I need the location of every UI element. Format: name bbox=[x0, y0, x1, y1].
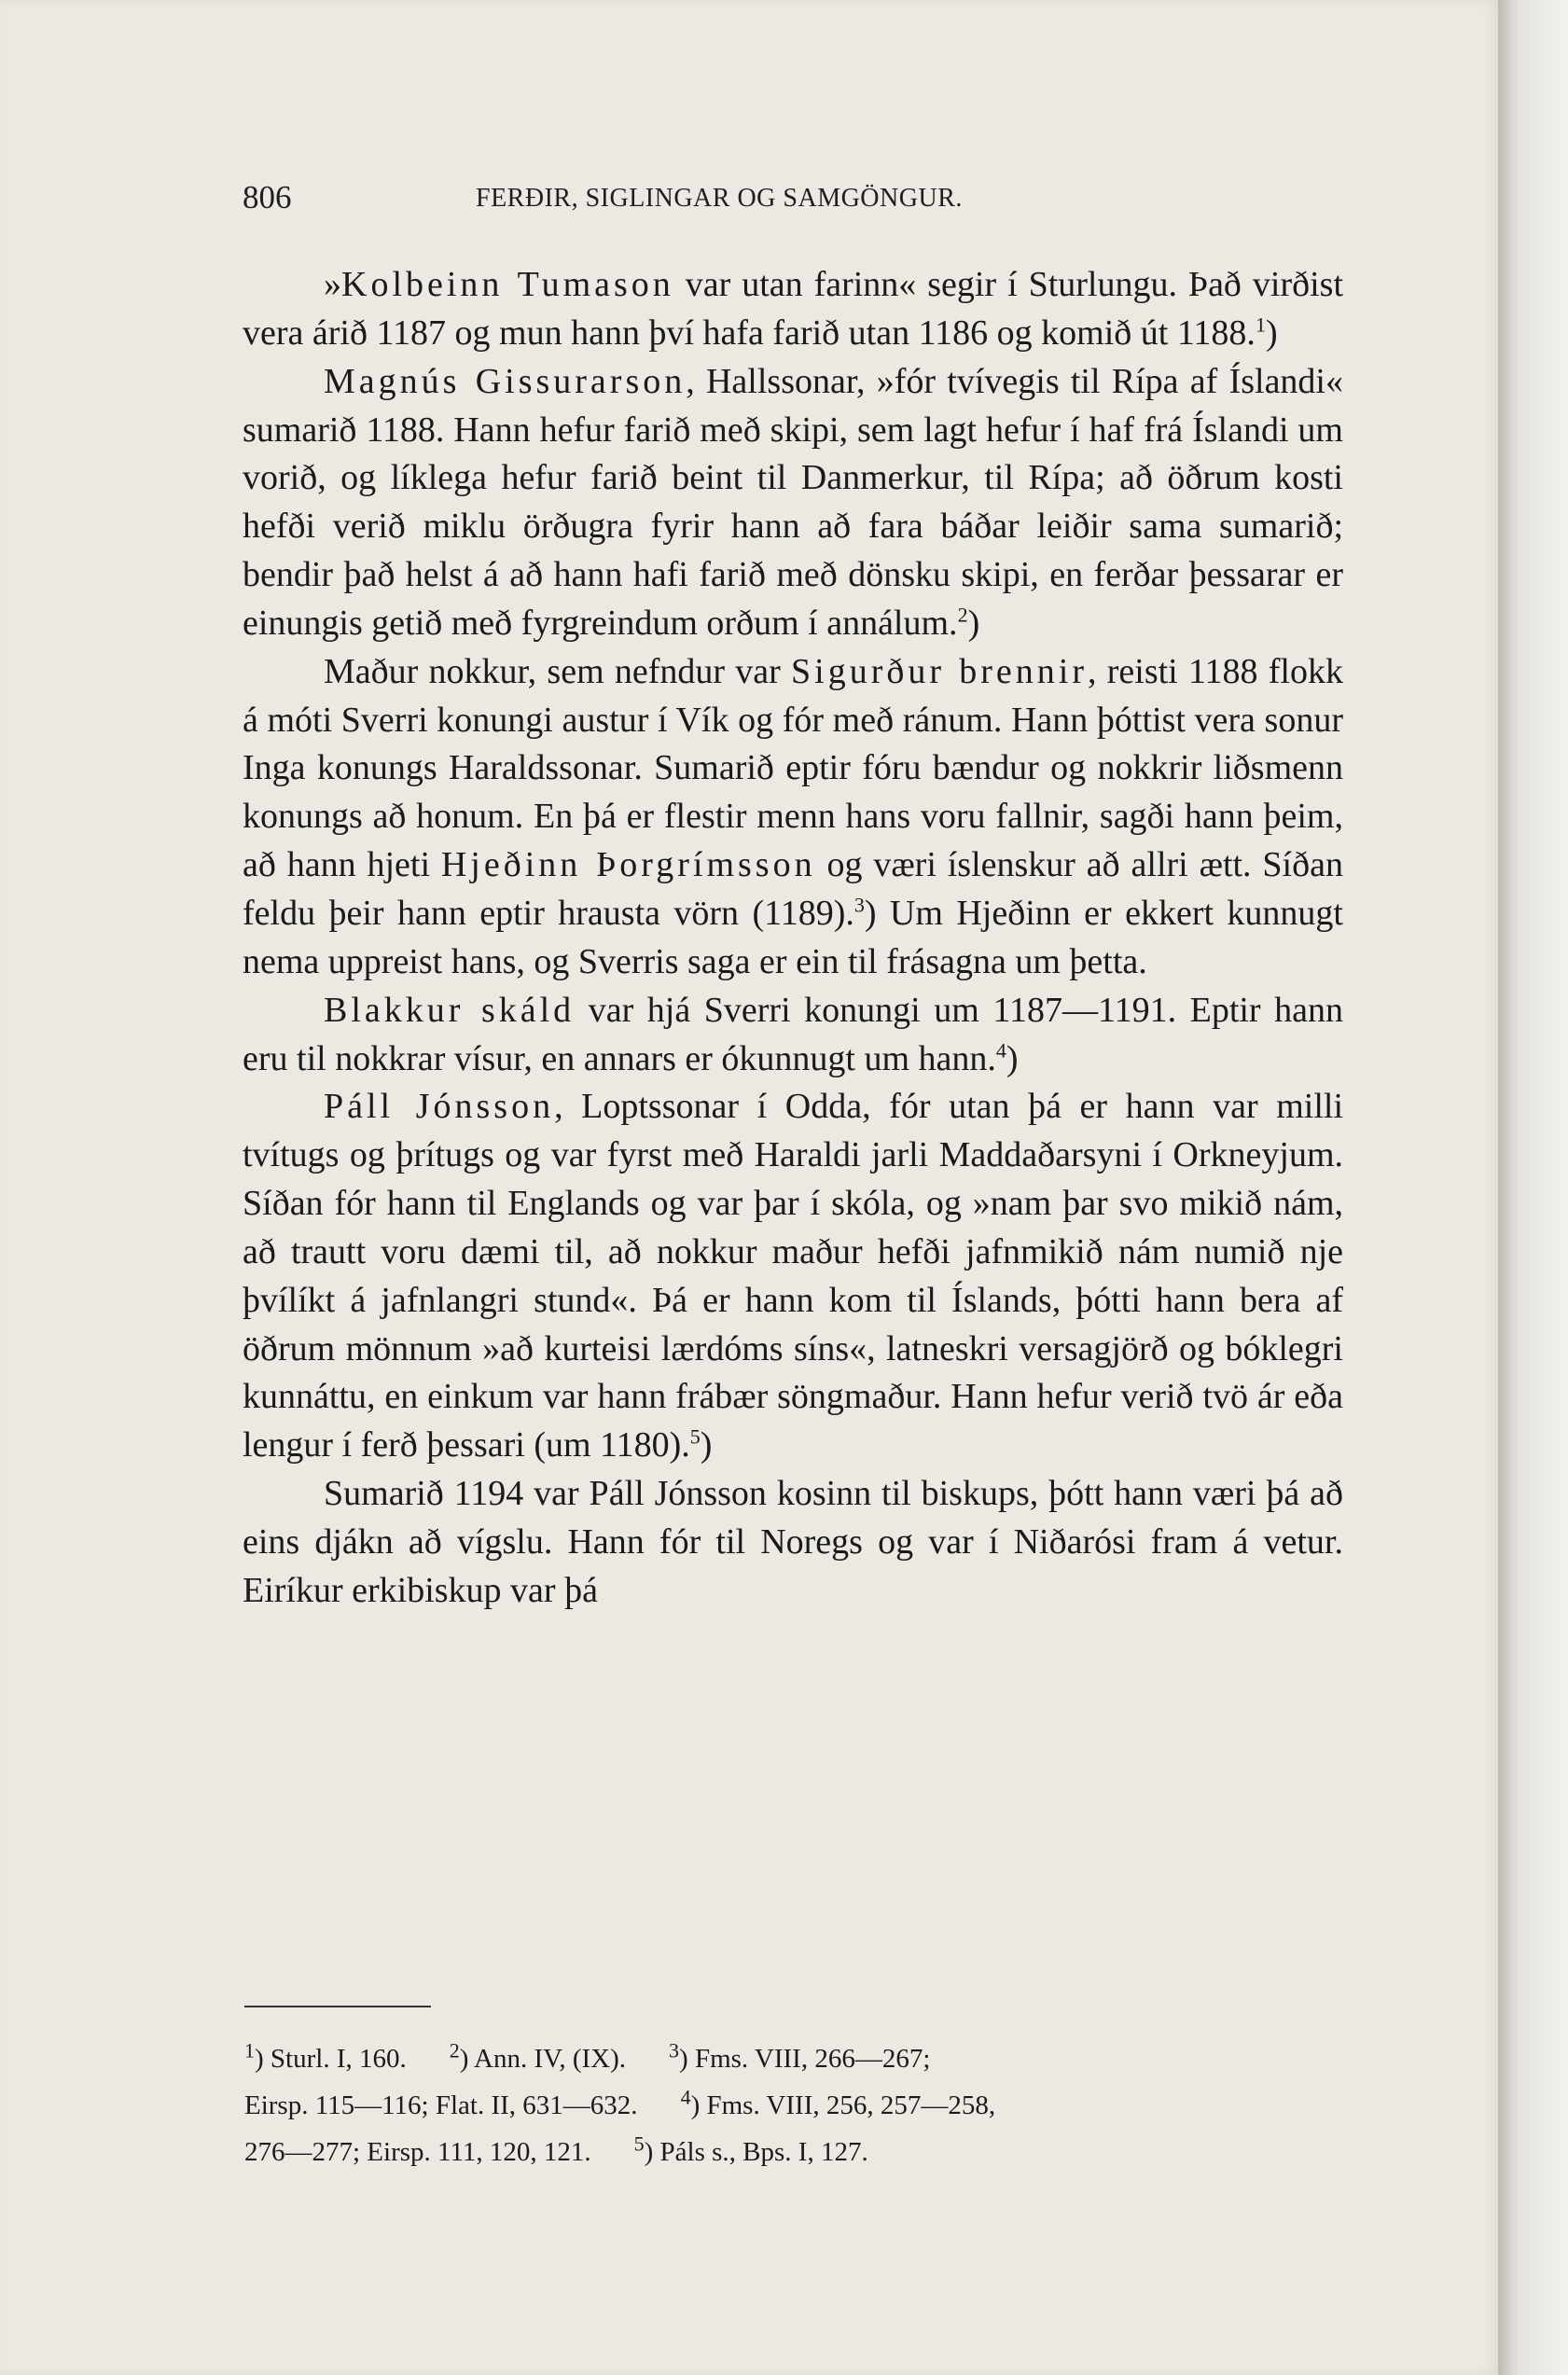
person-name: Sigurður brennir bbox=[791, 651, 1088, 691]
person-name: Magnús Gissurarson bbox=[324, 361, 687, 401]
paragraph-text: og væri íslenskur að allri ætt. Síðan feldu þeir hann eptir hrausta vörn (1189). bbox=[243, 845, 1343, 933]
person-name: Hjeðinn Þorgrímsson bbox=[440, 845, 816, 885]
paragraph-text: , reisti 1188 flokk á móti Sverri konungi austur í Vík og fór með ránum. Hann þóttist vera sonur Inga konungs Haraldssonar. Sumarið eptir fóru bændur og nokkrir liðsmenn konungs að honum. En þá er flestir menn hans voru fallnir, sagði hann þeim, að hann hjeti bbox=[243, 651, 1343, 885]
paragraph-kolbeinn: »Kolbeinn Tumason var utan farinn« segir í Sturlungu. Það virðist vera árið 1187 og mun hann því hafa farið utan 1186 og komið út 1188.$^1$) bbox=[243, 265, 1343, 353]
page-number: 806 bbox=[243, 179, 292, 215]
quote-mark: » bbox=[324, 265, 341, 304]
paragraph-biskup bbox=[243, 1470, 1343, 1616]
paragraph-sigurdur: Maður nokkur, sem nefndur var Sigurður brennir, reisti 1188 flokk á móti Sverri konungi austur í Vík og fór með ránum. Hann þóttist vera sonur Inga konungs Haraldssonar. Sumarið eptir fóru bændur og nokkrir liðsmenn konungs að honum. En þá er flestir menn hans voru fallnir, sagði hann þeim, að hann hjeti Hjeðinn Þorgrímsson og væri íslenskur að allri ætt. Síðan feldu þeir hann eptir hrausta vörn (1189).$^3$) Um Hjeðinn er ekkert kunnugt nema uppreist hans, og Sverris saga er ein til frásagna um þetta. bbox=[243, 651, 1343, 981]
footnotes bbox=[244, 2035, 1350, 2175]
paragraph-text: Maður nokkur, sem nefndur var bbox=[324, 651, 792, 691]
footnote-3: $^3$) Fms. VIII, 266—267; bbox=[669, 2038, 931, 2074]
person-name: Blakkur skáld bbox=[324, 990, 576, 1030]
footnote-ref: 2 bbox=[957, 603, 968, 627]
paragraph-pall: Páll Jónsson, Loptssonar í Odda, fór utan þá er hann var milli tvítugs og þrítugs og var fyrst með Haraldi jarli Maddaðarsyni í Orkneyjum. Síðan fór hann til Englands og var þar í skóla, og »nam þar svo mikið nám, að trautt voru dæmi til, að nokkur maður hefði jafnmikið nám numið nje þvílíkt á jafnlangri stund«. Þá er hann kom til Íslands, þótti hann bera af öðrum mönnum »að kurteisi lærdóms síns«, latneskri versagjörð og bóklegri kunnáttu, en einkum var hann frábær söngmaður. Hann hefur verið tvö ár eða lengur í ferð þessari (um 1180).$^5$) bbox=[243, 1087, 1343, 1465]
footnote-ref: 3 bbox=[853, 893, 865, 917]
footnote-3-cont: Eirsp. 115—116; Flat. II, 631—632. bbox=[244, 2090, 638, 2120]
footnote-1: $^1$) Sturl. I, 160. bbox=[244, 2038, 407, 2074]
paragraph-text: Um Hjeðinn er ekkert kunnugt nema uppreist hans, og Sverris saga er ein til frásagna um þetta. bbox=[243, 893, 1343, 981]
paragraph-text: Sumarið 1194 var Páll Jónsson kosinn til biskups, þótt hann væri þá að eins djákn að vígslu. Hann fór til Noregs og var í Niðarósi fram á vetur. Eiríkur erkibiskup var þá bbox=[243, 1474, 1343, 1610]
paragraph-blakkur: Blakkur skáld var hjá Sverri konungi um 1187—1191. Eptir hann eru til nokkrar vísur, en annars er ókunnugt um hann.$^4$) bbox=[243, 990, 1344, 1078]
paragraph-text: , Loptssonar í Odda, fór utan þá er hann var milli tvítugs og þrítugs og var fyrst með Haraldi jarli Maddaðarsyni í Orkneyjum. Síðan fór hann til Englands og var þar í skóla, og »nam þar svo mikið nám, að trautt voru dæmi til, að nokkur maður hefði jafnmikið nám numið nje þvílíkt á jafnlangri stund«. Þá er hann kom til Íslands, þótti hann bera af öðrum mönnum »að kurteisi lærdóms síns«, latneskri versagjörð og bóklegri kunnáttu, en einkum var hann frábær söngmaður. Hann hefur verið tvö ár eða lengur í ferð þessari (um 1180). bbox=[243, 1087, 1343, 1465]
footnote-line bbox=[244, 2129, 1350, 2175]
book-edge bbox=[1498, 0, 1568, 2375]
footnote-ref: 4 bbox=[995, 1037, 1006, 1062]
footnote-line bbox=[244, 2082, 1350, 2129]
paragraph-magnus: Magnús Gissurarson, Hallssonar, »fór tvívegis til Rípa af Íslandi« sumarið 1188. Hann hefur farið með skipi, sem lagt hefur í haf frá Íslandi um vorið, og líklega hefur farið beint til Danmerkur, til Rípa; að öðrum kosti hefði verið miklu örðugra fyrir hann að fara báðar leiðir sama sumarið; bendir það helst á að hann hafi farið með dönsku skipi, en ferðar þessarar er einungis getið með fyrgreindum orðum í annálum.$^2$) bbox=[243, 361, 1343, 643]
body-text bbox=[243, 261, 1343, 1616]
paragraph-text: var utan farinn« segir í Sturlungu. Það virðist vera árið 1187 og mun hann því hafa farið utan 1186 og komið út 1188. bbox=[243, 265, 1343, 353]
person-name: Páll Jónsson bbox=[324, 1087, 555, 1127]
footnote-ref: 1 bbox=[1255, 312, 1266, 337]
footnote-line bbox=[244, 2035, 1350, 2082]
footnote-2: $^2$) Ann. IV, (IX). bbox=[449, 2038, 627, 2074]
paragraph-text: , Hallssonar, »fór tvívegis til Rípa af Íslandi« sumarið 1188. Hann hefur farið með skipi, sem lagt hefur í haf frá Íslandi um vorið, og líklega hefur farið beint til Danmerkur, til Rípa; að öðrum kosti hefði verið miklu örðugra fyrir hann að fara báðar leiðir sama sumarið; bendir það helst á að hann hafi farið með dönsku skipi, en ferðar þessarar er einungis getið með fyrgreindum orðum í annálum. bbox=[243, 361, 1343, 643]
page-header bbox=[243, 179, 1343, 235]
footnote-4: $^4$) Fms. VIII, 256, 257—258, bbox=[680, 2085, 996, 2120]
footnote-ref: 5 bbox=[689, 1424, 701, 1449]
running-head: FERÐIR, SIGLINGAR OG SAMGÖNGUR. bbox=[476, 184, 963, 213]
person-name: Kolbeinn Tumason bbox=[341, 265, 674, 304]
paragraph-text: var hjá Sverri konungi um 1187—1191. Eptir hann eru til nokkrar vísur, en annars er ókunnugt um hann. bbox=[243, 990, 1344, 1078]
footnote-5: $^5$) Páls s., Bps. I, 127. bbox=[633, 2132, 868, 2167]
footnote-4-cont: 276—277; Eirsp. 111, 120, 121. bbox=[244, 2137, 591, 2167]
footnote-rule bbox=[244, 2006, 431, 2007]
